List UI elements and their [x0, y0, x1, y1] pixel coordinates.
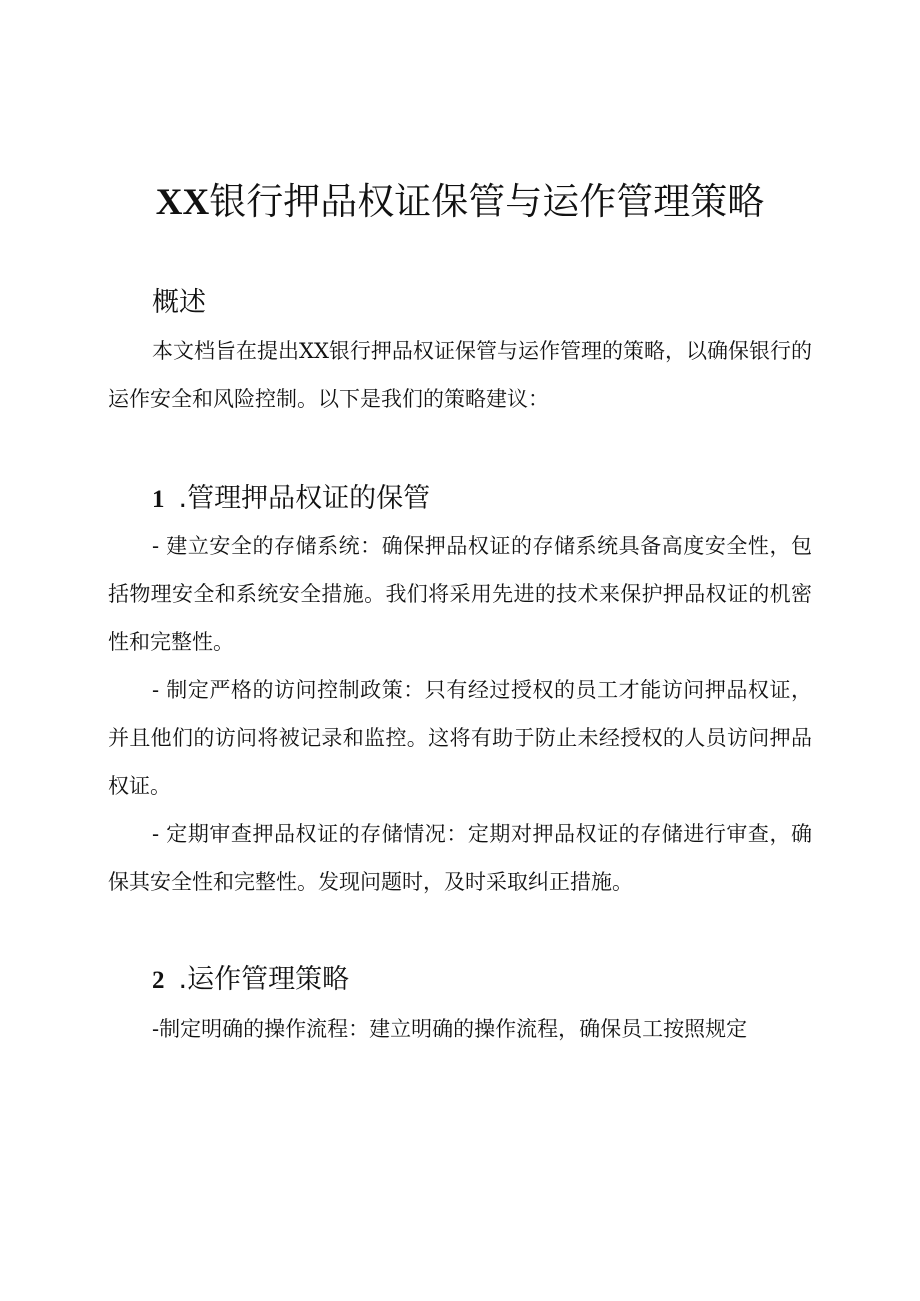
title-text: 银行押品权证保管与运作管理策略	[209, 180, 765, 223]
section-1-item-storage-system: - 建立安全的存储系统：确保押品权证的存储系统具备高度安全性，包括物理安全和系统安全措施。我们将采用先进的技术来保护押品权证的机密性和完整性。	[108, 534, 812, 654]
title-prefix: XX	[155, 182, 210, 223]
section-2-title: .运作管理策略	[178, 964, 350, 995]
section-1-title: .管理押品权证的保管	[178, 483, 431, 514]
section-1-item-periodic-review: - 定期审查押品权证的存储情况：定期对押品权证的存储进行审查，确保其安全性和完整性。发现问题时，及时采取纠正措施。	[108, 822, 812, 894]
section-1-item-access-control: - 制定严格的访问控制政策：只有经过授权的员工才能访问押品权证，并且他们的访问将被记录和监控。这将有助于防止未经授权的人员访问押品权证。	[108, 678, 812, 798]
section-1-heading	[152, 479, 430, 520]
section-2-item-operation-process: -制定明确的操作流程：建立明确的操作流程，确保员工按照规定	[152, 1017, 748, 1041]
section-2-number: 2	[152, 967, 165, 994]
section-2-heading	[152, 960, 349, 1001]
overview-paragraph: 本文档旨在提出XX银行押品权证保管与运作管理的策略，以确保银行的运作安全和风险控制。以下是我们的策略建议：	[108, 339, 812, 411]
overview-heading: 概述	[152, 287, 206, 318]
page-title	[0, 176, 920, 229]
section-1-number: 1	[152, 486, 165, 513]
